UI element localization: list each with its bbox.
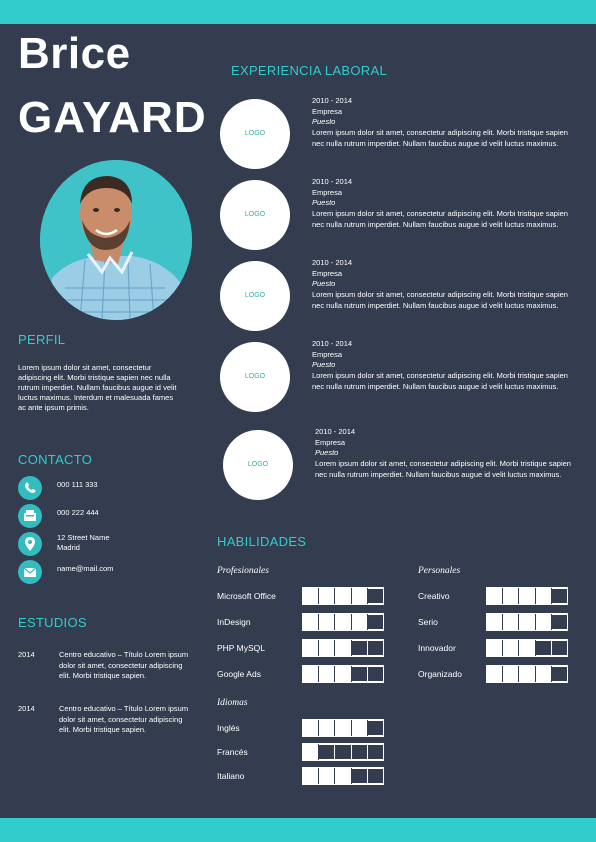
location-pin-icon bbox=[18, 532, 42, 556]
skill-level-bar bbox=[302, 743, 384, 761]
skill-segment-empty bbox=[352, 744, 368, 760]
address-line-2: Madrid bbox=[57, 543, 80, 552]
skill-segment-filled bbox=[352, 614, 368, 630]
experiencia-item bbox=[220, 177, 590, 250]
address-line-1: 12 Street Name bbox=[57, 533, 110, 542]
company-logo: LOGO bbox=[223, 430, 293, 500]
experiencia-desc: Lorem ipsum dolor sit amet, consectetur adipiscing elit. Morbi tristique sapien nec nulla rutrum imperdiet. Nullam faucibus augue id velit luctus maximus. bbox=[315, 459, 571, 479]
skill-level-bar bbox=[302, 639, 384, 657]
skill-segment-empty bbox=[352, 640, 368, 656]
experiencia-company: Empresa bbox=[315, 437, 346, 447]
skill-segment-filled bbox=[536, 614, 552, 630]
skill-segment-filled bbox=[519, 614, 535, 630]
experiencia-dates: 2010 - 2014 bbox=[315, 427, 356, 436]
experiencia-item bbox=[220, 96, 590, 169]
skill-segment-empty bbox=[536, 640, 552, 656]
skill-segment-filled bbox=[487, 640, 503, 656]
skill-level-bar bbox=[302, 767, 384, 785]
skill-segment-filled bbox=[303, 768, 319, 784]
experiencia-company: Empresa bbox=[312, 106, 343, 116]
skill-segment-empty bbox=[319, 744, 335, 760]
skill-segment-filled bbox=[536, 666, 552, 682]
skill-segment-empty bbox=[368, 720, 383, 736]
company-logo: LOGO bbox=[220, 342, 290, 412]
estudio-year: 2014 bbox=[18, 650, 35, 659]
fax-icon bbox=[18, 504, 42, 528]
experiencia-role: Puesto bbox=[312, 279, 336, 289]
skill-segment-empty bbox=[352, 768, 368, 784]
skill-label: Innovador bbox=[418, 643, 456, 653]
contact-fax bbox=[18, 504, 208, 528]
experiencia-details bbox=[312, 177, 580, 231]
skill-segment-filled bbox=[303, 588, 319, 604]
skill-segment-filled bbox=[319, 588, 335, 604]
skill-label: Organizado bbox=[418, 669, 462, 679]
skill-segment-filled bbox=[503, 666, 519, 682]
skill-segment-empty bbox=[368, 588, 383, 604]
skill-segment-filled bbox=[487, 666, 503, 682]
experiencia-role: Puesto bbox=[315, 448, 339, 458]
skill-level-bar bbox=[486, 613, 568, 631]
skill-segment-filled bbox=[519, 640, 535, 656]
phone-icon bbox=[18, 476, 42, 500]
company-logo: LOGO bbox=[220, 261, 290, 331]
skill-segment-filled bbox=[487, 588, 503, 604]
skill-label: Francés bbox=[217, 747, 248, 757]
experiencia-desc: Lorem ipsum dolor sit amet, consectetur adipiscing elit. Morbi tristique sapien nec nulla rutrum imperdiet. Nullam faucibus augue id velit luctus maximus. bbox=[312, 128, 568, 148]
skill-segment-filled bbox=[335, 640, 351, 656]
skill-level-bar bbox=[486, 587, 568, 605]
skill-segment-filled bbox=[303, 666, 319, 682]
skill-segment-filled bbox=[319, 666, 335, 682]
experiencia-dates: 2010 - 2014 bbox=[312, 177, 353, 186]
skill-segment-empty bbox=[368, 640, 383, 656]
skill-segment-filled bbox=[519, 666, 535, 682]
experiencia-item bbox=[223, 427, 593, 500]
estudio-year: 2014 bbox=[18, 704, 35, 713]
first-name: Brice bbox=[18, 29, 131, 78]
skill-segment-empty bbox=[352, 666, 368, 682]
skill-segment-filled bbox=[303, 720, 319, 736]
skill-label: InDesign bbox=[217, 617, 251, 627]
skill-segment-filled bbox=[335, 720, 351, 736]
skill-segment-filled bbox=[487, 614, 503, 630]
perfil-title: PERFIL bbox=[18, 332, 66, 347]
skill-label: Google Ads bbox=[217, 669, 261, 679]
experiencia-dates: 2010 - 2014 bbox=[312, 96, 353, 105]
skill-segment-filled bbox=[319, 720, 335, 736]
skill-level-bar bbox=[302, 613, 384, 631]
skill-segment-filled bbox=[536, 588, 552, 604]
experiencia-details bbox=[312, 96, 580, 150]
skill-segment-filled bbox=[503, 614, 519, 630]
contact-address-text bbox=[57, 533, 110, 553]
skill-label: Serio bbox=[418, 617, 438, 627]
experiencia-item bbox=[220, 258, 590, 331]
skill-segment-empty bbox=[368, 768, 383, 784]
skill-segment-filled bbox=[319, 768, 335, 784]
profile-photo bbox=[40, 160, 192, 320]
skill-segment-empty bbox=[368, 614, 383, 630]
experiencia-company: Empresa bbox=[312, 187, 343, 197]
skill-segment-filled bbox=[335, 614, 351, 630]
skill-segment-filled bbox=[319, 640, 335, 656]
top-accent-bar bbox=[0, 0, 596, 24]
skill-label: Microsoft Office bbox=[217, 591, 276, 601]
skill-segment-filled bbox=[319, 614, 335, 630]
skill-segment-filled bbox=[303, 640, 319, 656]
skill-label: Creativo bbox=[418, 591, 450, 601]
skill-label: Inglés bbox=[217, 723, 240, 733]
skill-label: PHP MySQL bbox=[217, 643, 266, 653]
experiencia-item bbox=[220, 339, 590, 412]
estudio-text: Centro educativo – Título Lorem ipsum dolor sit amet, consectetur adipiscing elit. Morbi tristique sapien. bbox=[59, 704, 189, 734]
experiencia-role: Puesto bbox=[312, 117, 336, 127]
experiencia-dates: 2010 - 2014 bbox=[312, 258, 353, 267]
skill-segment-empty bbox=[552, 666, 567, 682]
skill-segment-filled bbox=[335, 768, 351, 784]
skill-segment-filled bbox=[352, 588, 368, 604]
experiencia-company: Empresa bbox=[312, 268, 343, 278]
idiomas-title: Idiomas bbox=[217, 698, 248, 708]
skill-segment-empty bbox=[368, 744, 383, 760]
skill-level-bar bbox=[302, 719, 384, 737]
skill-segment-filled bbox=[303, 744, 319, 760]
contact-address bbox=[18, 532, 208, 556]
profesionales-title: Profesionales bbox=[217, 566, 269, 576]
experiencia-dates: 2010 - 2014 bbox=[312, 339, 353, 348]
habilidades-title: HABILIDADES bbox=[217, 534, 307, 549]
experiencia-company: Empresa bbox=[312, 349, 343, 359]
contact-email-text: name@mail.com bbox=[57, 564, 114, 573]
skill-level-bar bbox=[486, 639, 568, 657]
company-logo: LOGO bbox=[220, 99, 290, 169]
experiencia-desc: Lorem ipsum dolor sit amet, consectetur adipiscing elit. Morbi tristique sapien nec nulla rutrum imperdiet. Nullam faucibus augue id velit luctus maximus. bbox=[312, 371, 568, 391]
contact-email bbox=[18, 560, 208, 584]
contacto-title: CONTACTO bbox=[18, 452, 93, 467]
contact-phone bbox=[18, 476, 208, 500]
skill-label: Italiano bbox=[217, 771, 245, 781]
skill-segment-filled bbox=[335, 666, 351, 682]
skill-level-bar bbox=[302, 587, 384, 605]
skill-segment-filled bbox=[519, 588, 535, 604]
skill-level-bar bbox=[486, 665, 568, 683]
skill-segment-filled bbox=[335, 588, 351, 604]
contact-phone-text: 000 111 333 bbox=[57, 480, 98, 489]
skill-segment-filled bbox=[352, 720, 368, 736]
personales-title: Personales bbox=[418, 566, 461, 576]
mail-icon bbox=[18, 560, 42, 584]
skill-segment-empty bbox=[552, 640, 567, 656]
perfil-text: Lorem ipsum dolor sit amet, consectetur adipiscing elit. Morbi tristique sapien nec nulla rutrum imperdiet. Nullam faucibus augue id velit luctus maximus. Interdum et malesuada fames ac ante ipsum primis. bbox=[18, 363, 177, 412]
bottom-accent-bar bbox=[0, 818, 596, 842]
skill-segment-empty bbox=[335, 744, 351, 760]
experiencia-details bbox=[312, 339, 580, 393]
skill-segment-filled bbox=[503, 588, 519, 604]
experiencia-desc: Lorem ipsum dolor sit amet, consectetur adipiscing elit. Morbi tristique sapien nec nulla rutrum imperdiet. Nullam faucibus augue id velit luctus maximus. bbox=[312, 209, 568, 229]
experiencia-role: Puesto bbox=[312, 360, 336, 370]
experiencia-title: EXPERIENCIA LABORAL bbox=[231, 63, 387, 78]
experiencia-desc: Lorem ipsum dolor sit amet, consectetur adipiscing elit. Morbi tristique sapien nec nulla rutrum imperdiet. Nullam faucibus augue id velit luctus maximus. bbox=[312, 290, 568, 310]
skill-segment-empty bbox=[552, 588, 567, 604]
skill-segment-filled bbox=[303, 614, 319, 630]
estudios-title: ESTUDIOS bbox=[18, 615, 87, 630]
experiencia-role: Puesto bbox=[312, 198, 336, 208]
skill-segment-filled bbox=[503, 640, 519, 656]
skill-segment-empty bbox=[552, 614, 567, 630]
experiencia-details bbox=[315, 427, 583, 481]
skill-segment-empty bbox=[368, 666, 383, 682]
experiencia-details bbox=[312, 258, 580, 312]
contact-fax-text: 000 222 444 bbox=[57, 508, 99, 517]
skill-level-bar bbox=[302, 665, 384, 683]
last-name: GAYARD bbox=[18, 93, 207, 142]
estudio-text: Centro educativo – Título Lorem ipsum dolor sit amet, consectetur adipiscing elit. Morbi tristique sapien. bbox=[59, 650, 189, 680]
company-logo: LOGO bbox=[220, 180, 290, 250]
